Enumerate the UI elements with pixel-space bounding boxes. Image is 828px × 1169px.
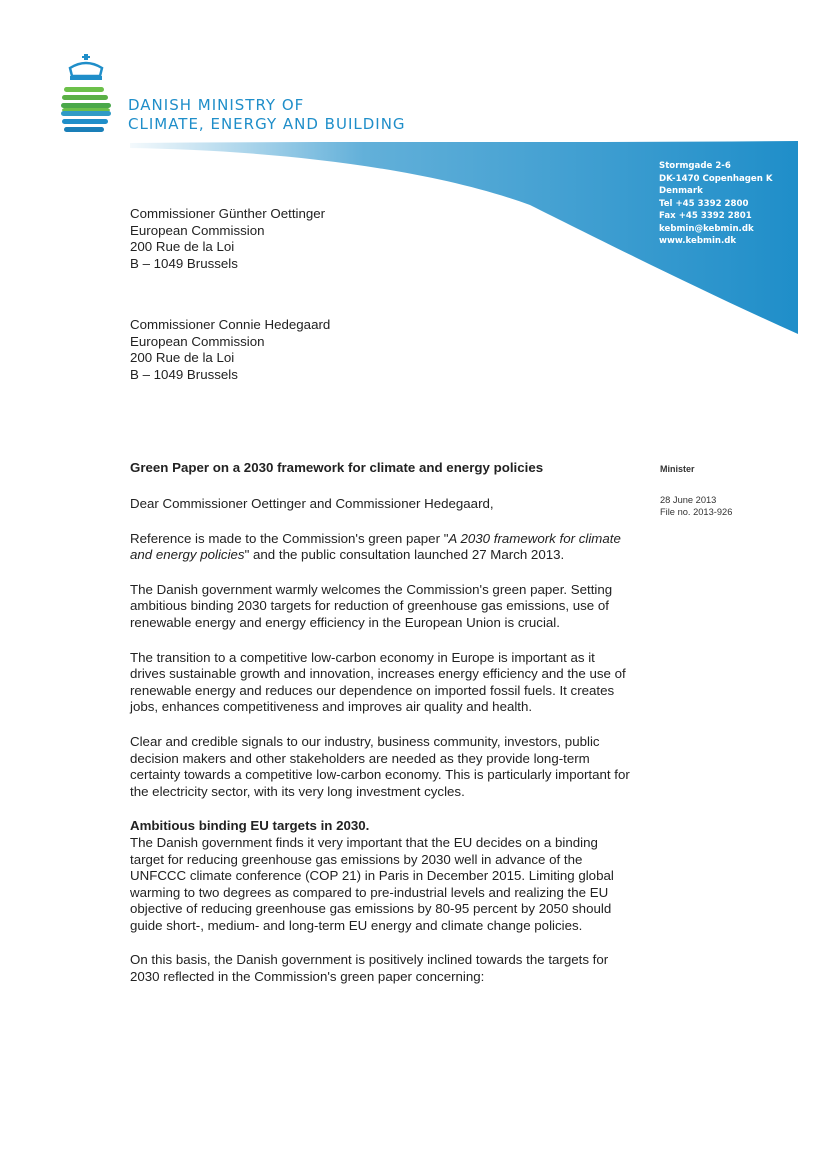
section-heading: Ambitious binding EU targets in 2030. xyxy=(130,818,370,834)
paragraph-targets: The Danish government finds it very important that the EU decides on a binding target for reducing greenhouse gas emissions by 2030 well in advance of the UNFCCC climate conference (COP 21) in Paris in December 2015. Limiting global warming to two degrees as compared to pre-industrial levels and realizing the EU objective of reducing greenhouse gas emissions by 80-95 percent by 2050 should guide short-, medium- and long-term EU energy and climate change policies. xyxy=(130,834,614,933)
recipient-address-1 xyxy=(130,206,325,272)
salutation: Dear Commissioner Oettinger and Commissioner Hedegaard, xyxy=(130,496,494,511)
paragraph-welcome: The Danish government warmly welcomes the Commission's green paper. Setting ambitious binding 2030 targets for reduction of greenhouse gas emissions, use of renewable energy and energy efficiency in the European Union is crucial. xyxy=(130,581,613,630)
recipient-org: European Commission xyxy=(130,222,265,238)
ministry-name-line2: CLIMATE, ENERGY AND BUILDING xyxy=(128,115,406,133)
contact-email[interactable]: kebmin@kebmin.dk xyxy=(659,223,754,234)
contact-block xyxy=(659,160,773,248)
recipient-name: Commissioner Connie Hedegaard xyxy=(130,317,331,332)
letter-date: 28 June 2013 xyxy=(660,495,717,505)
ministry-name-line1: DANISH MINISTRY OF xyxy=(128,96,305,114)
paragraph-signals: Clear and credible signals to our industry, business community, investors, public decision makers and other stakeholders are needed as they provide long-term certainty towards a competitive low-carbon economy. This is particularly important for the electricity sector, with its very long investment cycles. xyxy=(130,733,630,799)
reference-pre: Reference is made to the Commission's green paper " xyxy=(130,530,449,546)
paragraph-basis: On this basis, the Danish government is positively inclined towards the targets for 2030 reflected in the Commission's green paper concerning: xyxy=(130,952,609,985)
recipient-address-2 xyxy=(130,317,330,383)
sidebar-title: Minister xyxy=(660,464,695,474)
reference-title: A 2030 framework for climate and energy policies xyxy=(130,530,621,563)
recipient-org: European Commission xyxy=(130,333,265,349)
contact-fax: Fax +45 3392 2801 xyxy=(659,211,752,221)
contact-country: Denmark xyxy=(659,186,703,196)
letter-body xyxy=(130,496,630,1004)
letter-subject: Green Paper on a 2030 framework for climate and energy policies xyxy=(130,460,544,475)
reference-paragraph xyxy=(130,531,630,564)
contact-postal: DK-1470 Copenhagen K xyxy=(659,173,773,184)
reference-post: " and the public consultation launched 27 March 2013. xyxy=(244,547,565,563)
contact-web[interactable]: www.kebmin.dk xyxy=(659,236,737,246)
file-number: File no. 2013-926 xyxy=(660,507,733,517)
recipient-city: B – 1049 Brussels xyxy=(130,255,238,271)
recipient-street: 200 Rue de la Loi xyxy=(130,350,235,365)
recipient-name: Commissioner Günther Oettinger xyxy=(130,206,326,221)
paragraph-transition: The transition to a competitive low-carbon economy in Europe is important as it drives sustainable growth and innovation, increases energy efficiency and the use of renewable energy and reduces our dependence on imported fossil fuels. It creates jobs, enhances competitiveness and improves air quality and health. xyxy=(130,649,626,715)
ministry-name xyxy=(128,96,406,134)
crown-globe-icon xyxy=(58,54,114,138)
contact-tel: Tel +45 3392 2800 xyxy=(659,198,749,209)
sidebar-meta xyxy=(660,494,732,518)
recipient-street: 200 Rue de la Loi xyxy=(130,239,235,254)
contact-street: Stormgade 2-6 xyxy=(659,161,731,171)
recipient-city: B – 1049 Brussels xyxy=(130,366,238,382)
